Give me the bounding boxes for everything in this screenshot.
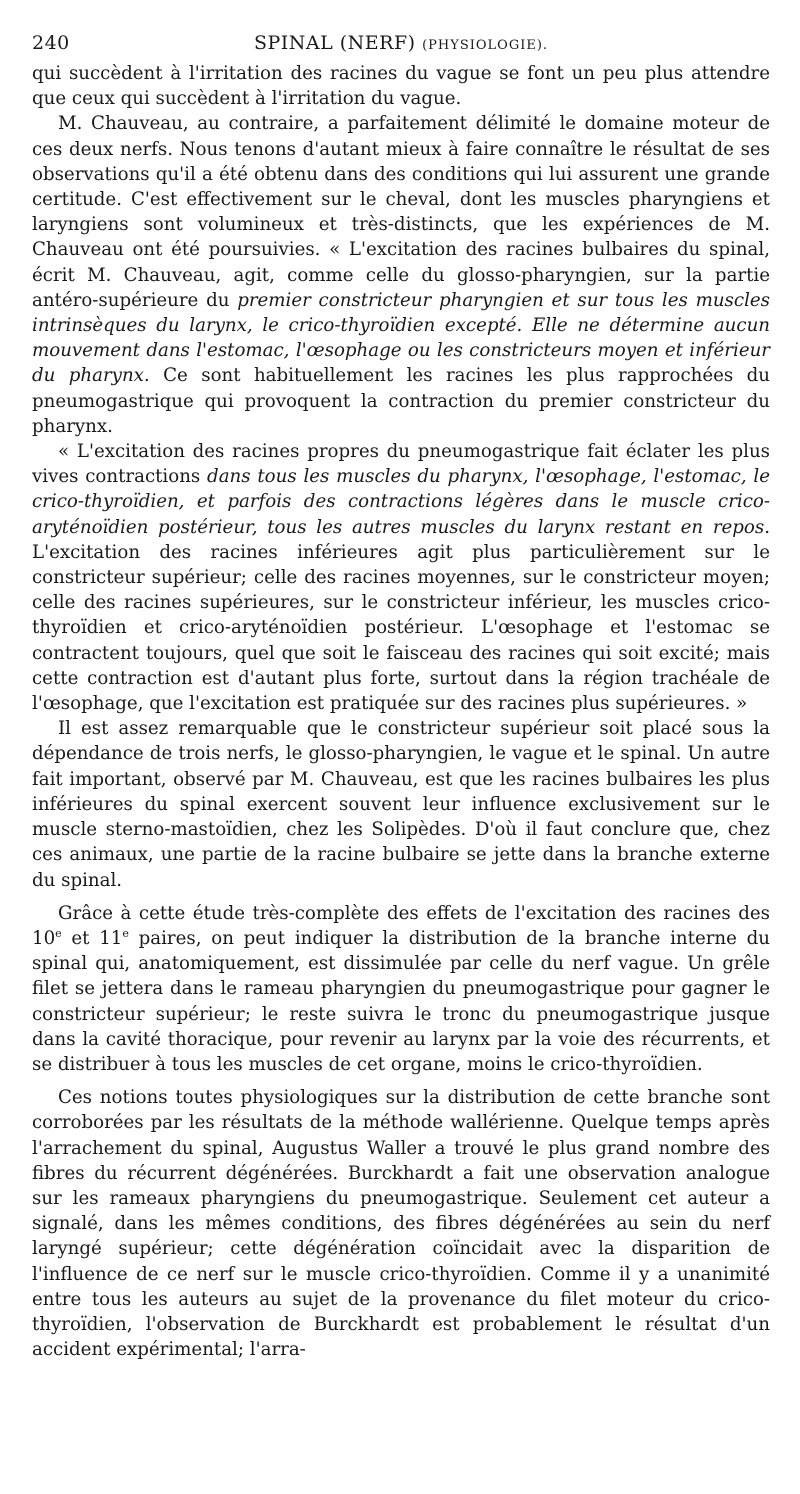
page — [32, 30, 770, 1362]
paragraph-3 — [32, 439, 770, 716]
paragraph-6: Ces notions toutes physiologiques sur la distribution de cette branche sont corroborées par les résultats de la méthode wallérienne. Quelque temps après l'arrachement du spinal, Augustus Waller a trouvé le plus grand nombre des fibres du récurrent dégénérées. Burckhardt a fait une observation analogue sur les rameaux pharyngiens du pneumogastrique. Seulement cet auteur a signalé, dans les mêmes conditions, des fibres dégénérées au sein du nerf laryngé supérieur; cette dégénération coïncidait avec la disparition de l'influence de ce nerf sur le muscle crico-thyroïdien. Comme il y a unanimité entre tous les auteurs au sujet de la provenance du filet moteur du crico-thyroïdien, l'observation de Burckhardt est probablement le résultat d'un accident expérimental; l'arra- — [32, 1087, 770, 1361]
paragraph-2-end: Ce sont habituellement les racines les plus rapprochées du pneumogastrique qui provoquent la contraction du premier constricteur du pharynx. — [32, 365, 770, 437]
paragraph-2 — [32, 111, 770, 439]
paragraph-5 — [32, 901, 770, 1077]
paragraph-1: qui succèdent à l'irritation des racines du vague se font un peu plus attendre que ceux qui succèdent à l'irritation du vague. — [32, 63, 770, 110]
page-header — [32, 30, 770, 59]
paragraph-3-end: L'excitation des racines inférieures agit plus particulièrement sur le constricteur supérieur; celle des racines moyennes, sur le constricteur moyen; celle des racines supérieures, sur le constricteur inférieur, les muscles crico-thyroïdien et crico-aryténoïdien postérieur. L'œsophage et l'estomac se contractent toujours, quel que soit le faisceau des racines qui soit excité; mais cette contraction est d'autant plus forte, surtout dans la région trachéale de l'œsophage, que l'excitation est pratiquée sur des racines plus supérieures. » — [32, 541, 770, 715]
ordinal-superscript-1: e — [55, 926, 62, 940]
paragraph-3-start: « L'excitation des racines propres du pneumogastrique fait éclater les plus vives contractions — [32, 441, 770, 488]
paragraph-2-text: M. Chauveau, au contraire, a parfaitement délimité le domaine moteur de ces deux nerfs. Nous tenons d'autant mieux à faire connaître le résultat de ses observations qu'il a été obtenu dans des conditions qui lui assurent une grande certitude. C'est effectivement sur le cheval, dont les muscles pharyngiens et laryngiens sont volumineux et très-distincts, que les expériences de M. Chauveau ont été poursuivies. « L'excitation des racines bulbaires du spinal, écrit M. Chauveau, agit, comme celle du glosso-pharyngien, sur la partie antéro-supérieure du — [32, 113, 770, 311]
page-number: 240 — [32, 32, 70, 54]
running-title: SPINAL (NERF) — [253, 32, 416, 54]
paragraph-5-a: Grâce à cette étude très-complète des effets de l'excitation des racines des 10 — [32, 902, 770, 949]
ordinal-superscript-2: e — [122, 926, 129, 940]
paragraph-3-italic: dans tous les muscles du pharynx, l'œsophage, l'estomac, le crico-thyroïdien, et parfois des contractions légères dans le muscle crico-aryténoïdien postérieur, tous les autres muscles du larynx restant en repos. — [32, 466, 771, 538]
paragraph-5-c: paires, on peut indiquer la distribution de la branche interne du spinal qui, anatomiquement, est dissimulée par celle du nerf vague. Un grêle filet se jettera dans le rameau pharyngien du pneumogastrique pour gagner le constricteur supérieur; le reste suivra le tronc du pneumogastrique jusque dans la cavité thoracique, pour revenir au larynx par la voie des récurrents, et se distribuer à tous les muscles de cet organe, moins le crico-thyroïdien. — [32, 927, 770, 1075]
running-title-group — [92, 30, 710, 59]
paragraph-5-b: et 11 — [61, 927, 123, 949]
running-subtitle: (PHYSIOLOGIE). — [422, 38, 549, 53]
paragraph-2-italic: premier constricteur pharyngien et sur tous les muscles intrinsèques du larynx, le crico-thyroïdien excepté. Elle ne détermine aucun mouvement dans l'estomac, l'œsophage ou les constricteurs moyen et inférieur du pharynx. — [32, 289, 770, 387]
page-body — [32, 61, 770, 1362]
paragraph-4: Il est assez remarquable que le constricteur supérieur soit placé sous la dépendance de trois nerfs, le glosso-pharyngien, le vague et le spinal. Un autre fait important, observé par M. Chauveau, est que les racines bulbaires les plus inférieures du spinal exercent souvent leur influence exclusivement sur le muscle sterno-mastoïdien, chez les Solipèdes. D'où il faut conclure que, chez ces animaux, une partie de la racine bulbaire se jette dans la branche externe du spinal. — [32, 718, 770, 891]
